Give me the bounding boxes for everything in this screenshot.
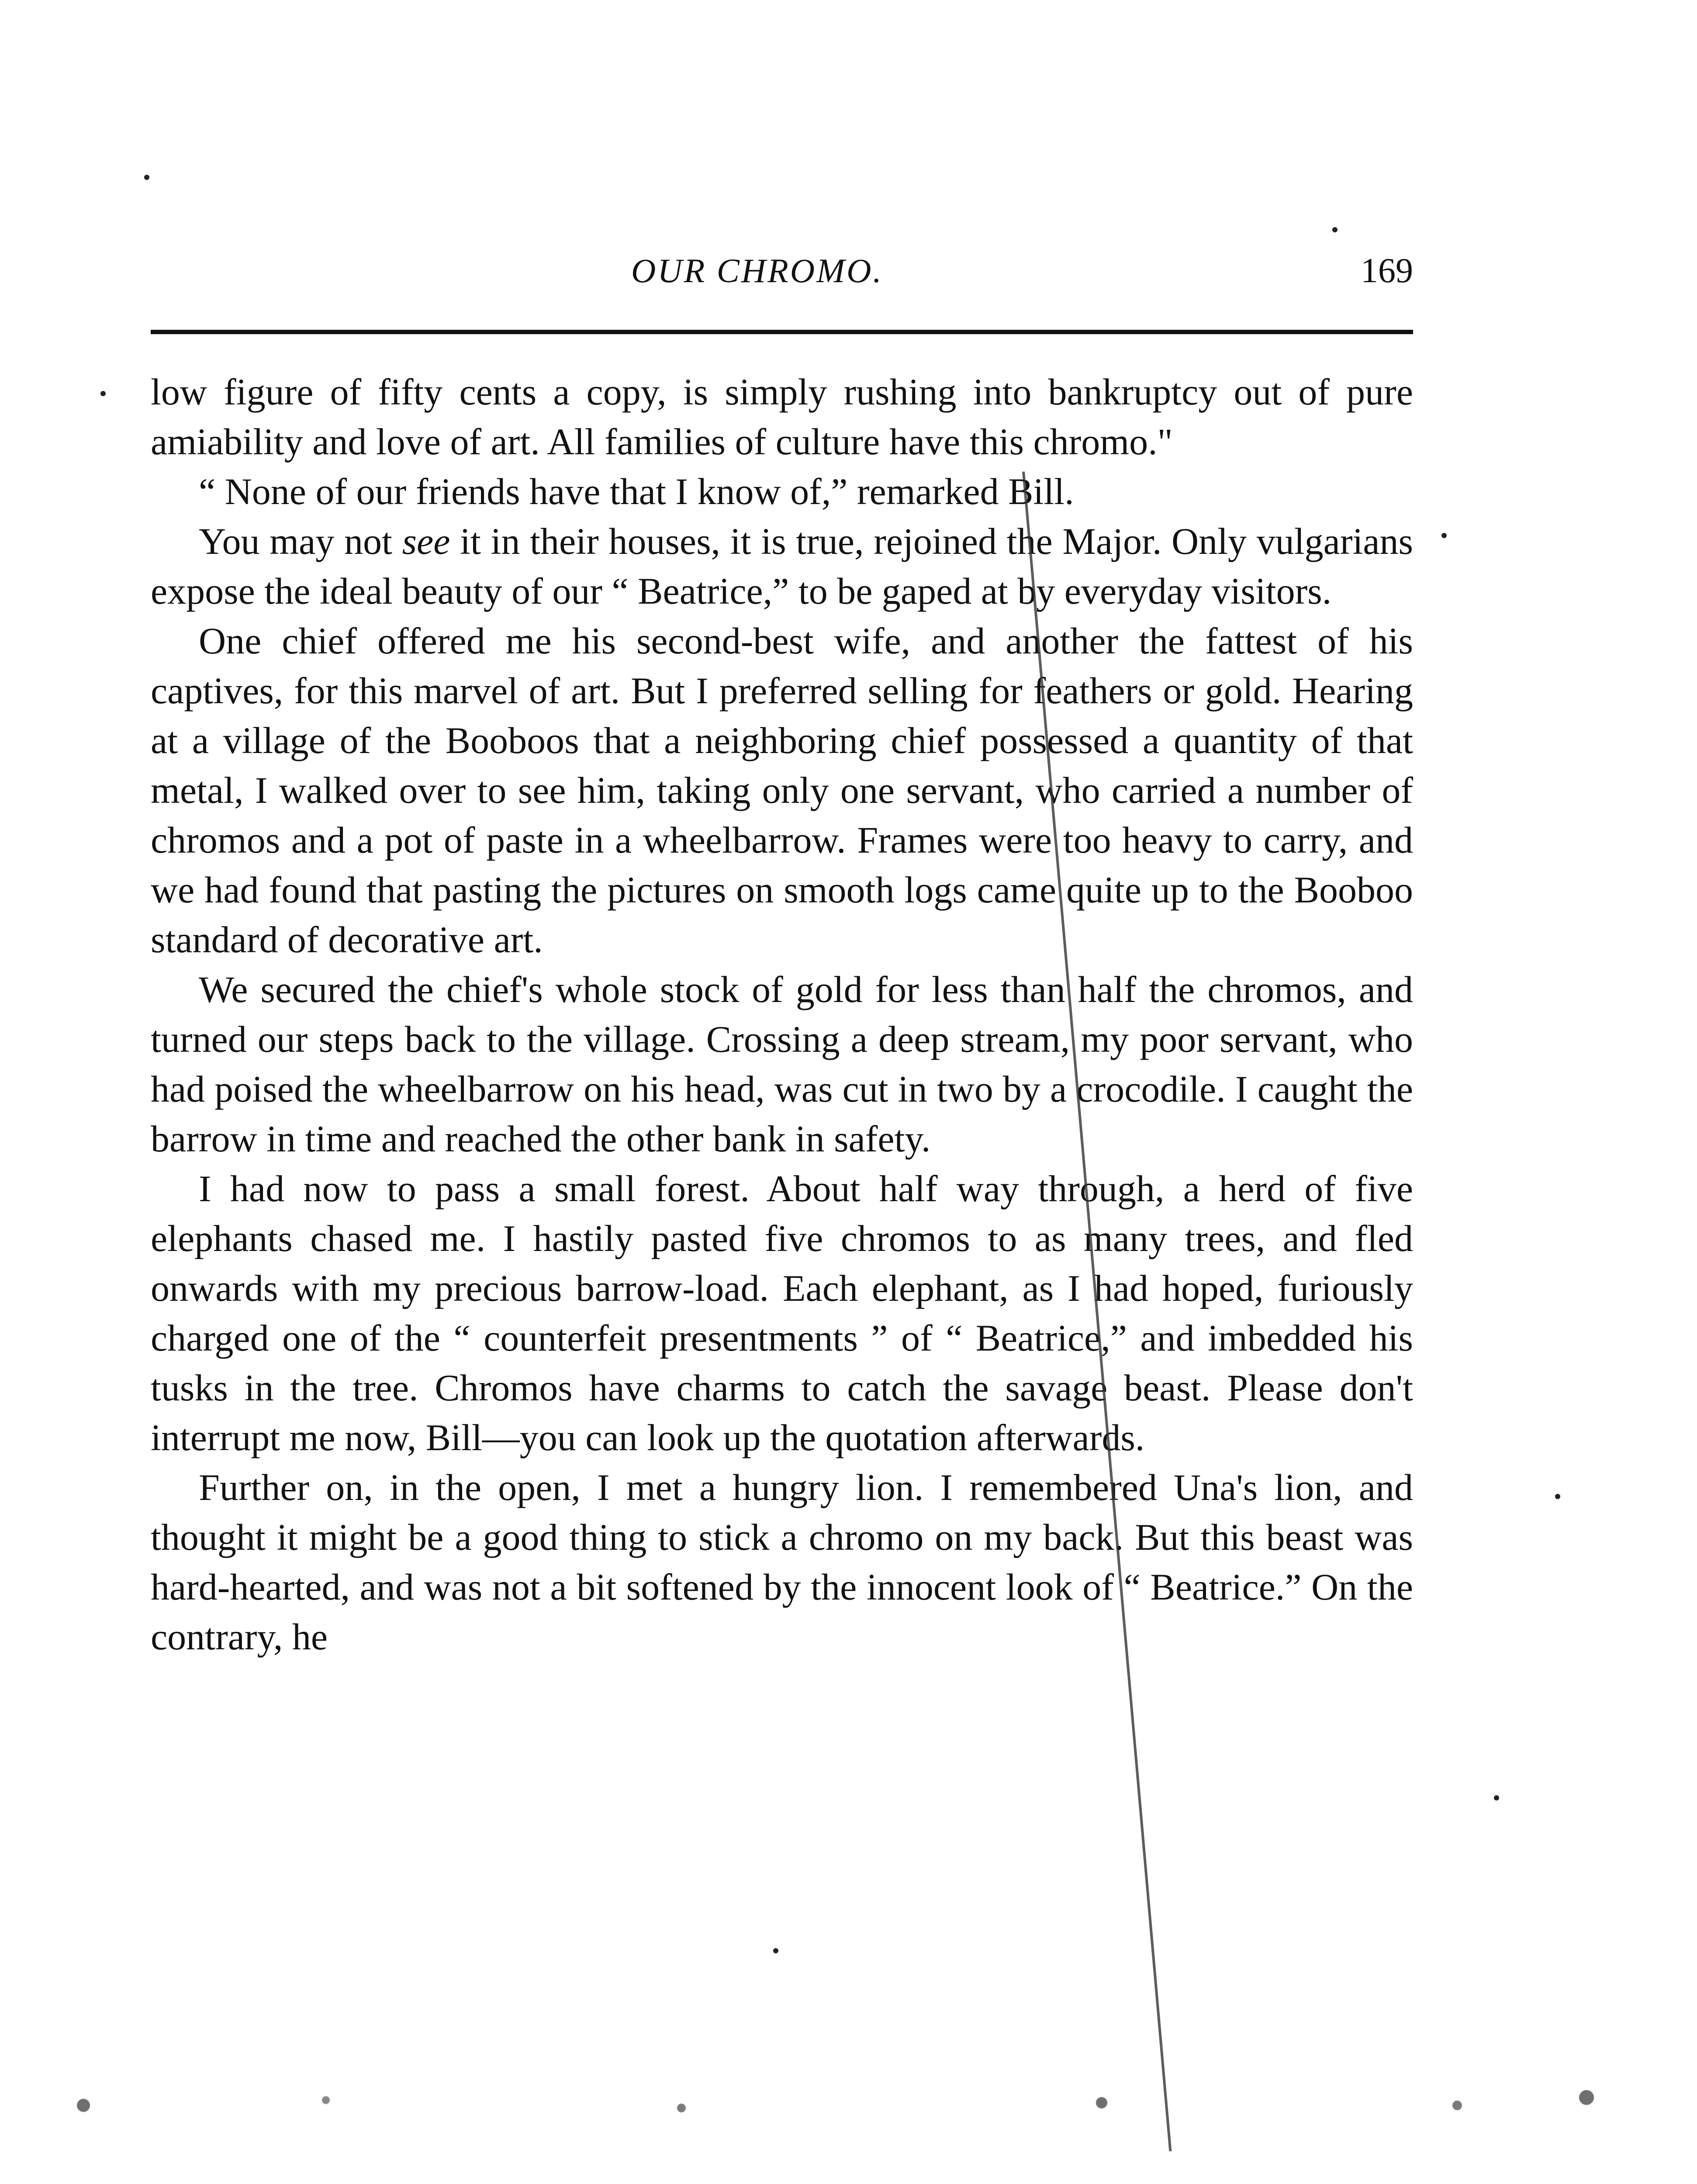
scan-speck xyxy=(100,391,106,396)
paragraph-1: low figure of fifty cents a copy, is simply rushing into bankruptcy out of pure amiability and love of art. All families of culture have this chromo." xyxy=(151,371,1413,463)
running-head xyxy=(151,251,1413,304)
scan-speck xyxy=(1494,1795,1499,1800)
body-text xyxy=(151,367,1413,1662)
scan-speck xyxy=(144,175,149,180)
running-title: OUR CHROMO. xyxy=(631,252,883,290)
scan-speck xyxy=(1441,533,1447,538)
page-number: 169 xyxy=(1361,252,1413,290)
paragraph-4: One chief offered me his second-best wife, and another the fattest of his captives, for this marvel of art. But I preferred selling for feathers or gold. Hearing at a village of the Booboos that a neighboring chief possessed a quantity of that metal, I walked over to see him, taking only one servant, who carried a number of chromos and a pot of paste in a wheelbarrow. Frames were too heavy to carry, and we had found that pasting the pictures on smooth logs came quite up to the Booboo standard of decorative art. xyxy=(151,620,1413,961)
paragraph-3-before: You may not xyxy=(199,520,402,562)
scan-speck xyxy=(773,1948,778,1953)
header-rule xyxy=(151,330,1413,334)
scan-noise xyxy=(35,2079,1651,2132)
paragraph-3 xyxy=(151,516,1413,616)
paragraph-2: “ None of our friends have that I know of,” remarked Bill. xyxy=(199,470,1074,512)
scan-speck xyxy=(1555,1494,1560,1499)
paragraph-3-emphasis: see xyxy=(402,520,450,562)
scan-speck xyxy=(1332,227,1338,232)
paragraph-6: I had now to pass a small forest. About half way through, a herd of five elephants chased me. I hastily pasted five chromos to as many trees, and fled onwards with my precious barrow-load. Each elephant, as I had hoped, furiously charged one of the “ counterfeit presentments ” of “ Beatrice,” and imbedded his tusks in the tree. Chromos have charms to catch the savage beast. Please don't interrupt me now, Bill—you can look up the quotation afterwards. xyxy=(151,1168,1413,1458)
paragraph-5: We secured the chief's whole stock of gold for less than half the chromos, and turned our steps back to the village. Crossing a deep stream, my poor servant, who had poised the wheelbarrow on his head, was cut in two by a crocodile. I caught the barrow in time and reached the other bank in safety. xyxy=(151,968,1413,1160)
paragraph-3-after: it in their houses, it is true, rejoined the Major. Only vulgarians expose the ideal beauty of our “ Beatrice,” to be gaped at by everyday visitors. xyxy=(151,520,1413,612)
paragraph-7: Further on, in the open, I met a hungry lion. I remembered Una's lion, and thought it might be a good thing to stick a chromo on my back. But this beast was hard-hearted, and was not a bit softened by the innocent look of “ Beatrice.” On the contrary, he xyxy=(151,1466,1413,1658)
